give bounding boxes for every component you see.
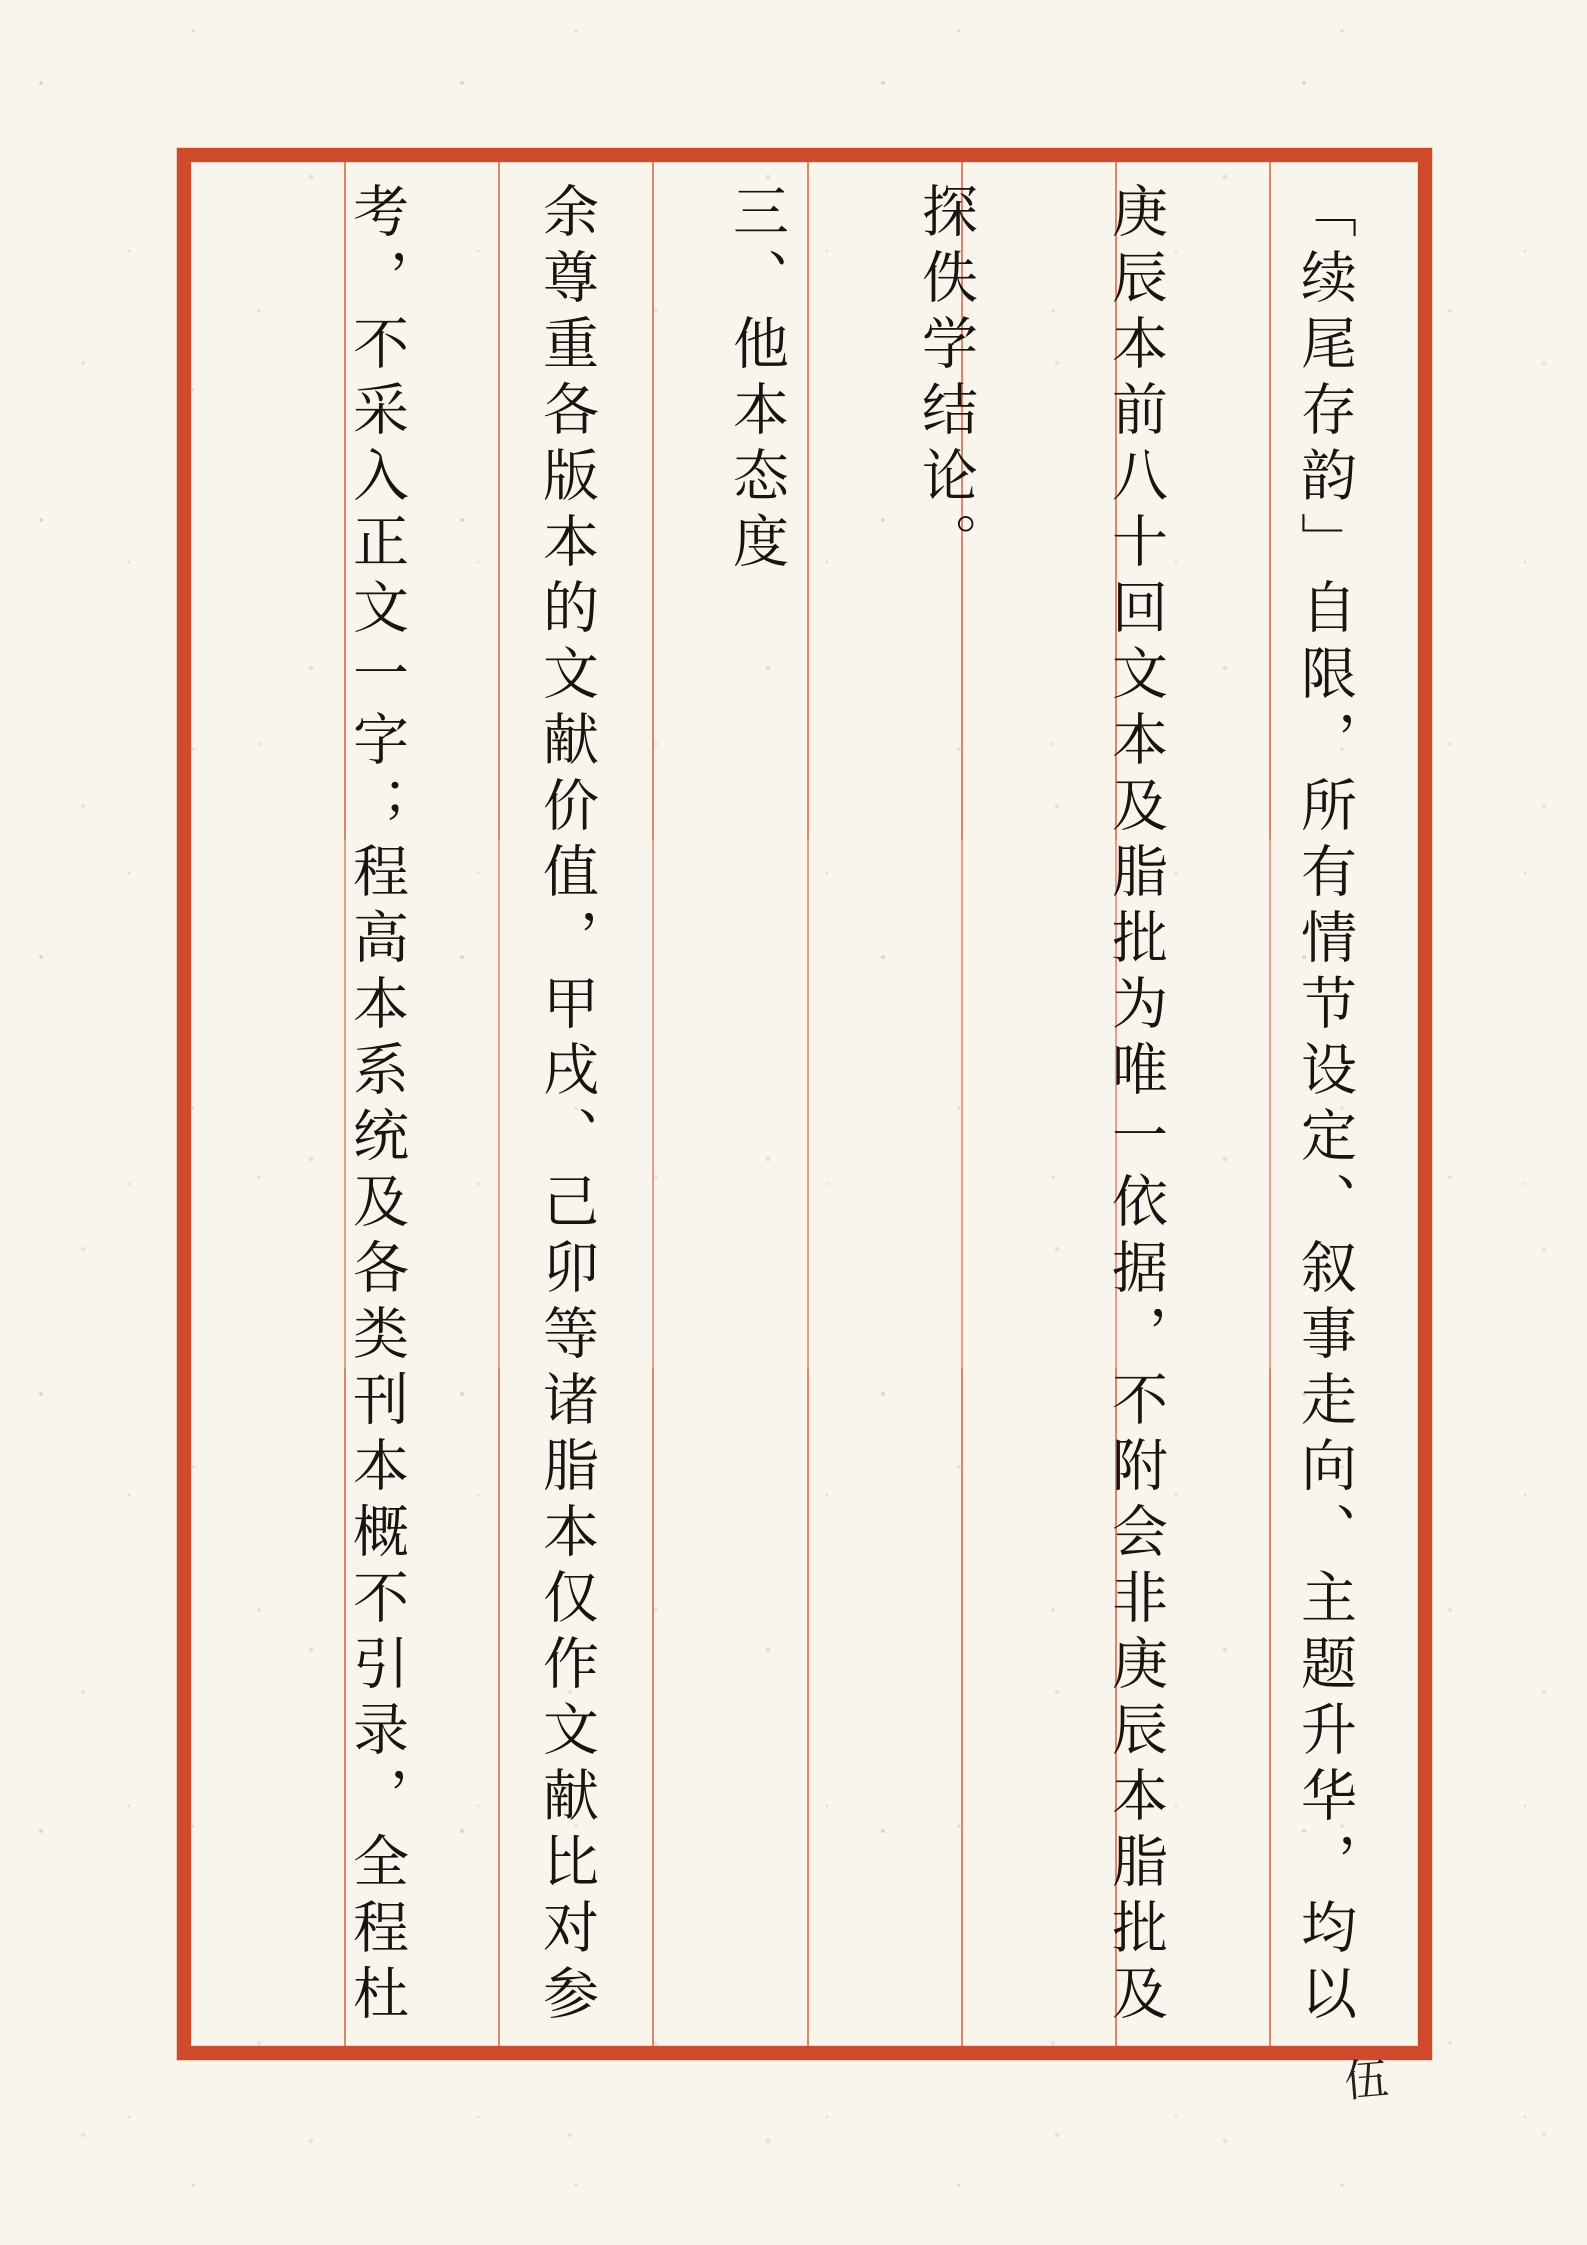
text-column-1: 「续尾存韵」自限，所有情节设定、叙事走向、主题升华，均以 — [1294, 182, 1357, 2030]
text-column-3: 探佚学结论。 — [915, 182, 978, 578]
page-number: 伍 — [1342, 2054, 1391, 2107]
column-rule-line — [498, 162, 500, 2046]
column-rule-line — [1269, 162, 1271, 2046]
text-column-5: 余尊重各版本的文献价值，甲戌、己卯等诸脂本仅作文献比对参 — [536, 182, 599, 2030]
column-rule-line — [652, 162, 654, 2046]
column-rule-line — [807, 162, 809, 2046]
text-column-2: 庚辰本前八十回文本及脂批为唯一依据，不附会非庚辰本脂批及 — [1105, 182, 1168, 2030]
red-border-frame — [177, 148, 1432, 2060]
text-column-6: 考，不采入正文一字；程高本系统及各类刊本概不引录，全程杜 — [346, 182, 409, 2030]
ruled-area — [191, 162, 1418, 2046]
text-column-4: 三、他本态度 — [726, 182, 789, 578]
